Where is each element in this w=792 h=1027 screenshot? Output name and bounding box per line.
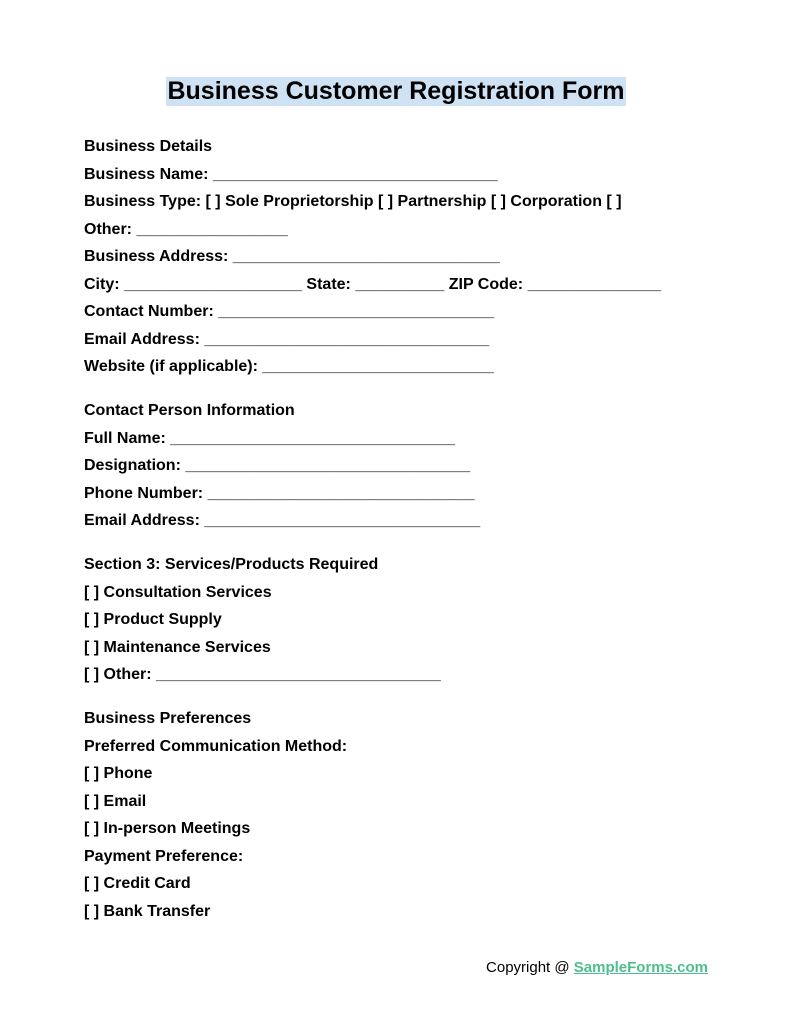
checkbox-in-person-meetings: [ ] In-person Meetings (84, 820, 251, 837)
business-type-field: Business Type: [ ] Sole Proprietorship [ ] Partnership [ ] Corporation [ ] (84, 193, 622, 210)
page-title: Business Customer Registration Form (167, 77, 625, 105)
phone-number-field: Phone Number: ______________________________ (84, 484, 475, 502)
checkbox-other-service: [ ] Other: ________________________________ (84, 666, 441, 683)
section-gap (84, 689, 724, 706)
checkbox-credit-card: [ ] Credit Card (84, 875, 191, 892)
checkbox-phone: [ ] Phone (84, 765, 153, 782)
contact-email-field: Email Address: _______________________________ (84, 512, 481, 529)
section-heading-preferences: Business Preferences (84, 710, 252, 727)
payment-preference-label: Payment Preference: (84, 847, 244, 865)
designation-field: Designation: ________________________________ (84, 457, 471, 474)
contact-number-field: Contact Number: _______________________________ (84, 303, 495, 320)
section-heading-contact-person: Contact Person Information (84, 402, 295, 419)
copyright-text: Copyright @ (486, 959, 574, 976)
sampleforms-link[interactable]: SampleForms.com (573, 959, 708, 976)
form-body (84, 133, 724, 925)
communication-method-label: Preferred Communication Method: (84, 737, 348, 755)
city-state-zip-field: City: ____________________ State: __________ ZIP Code: _______________ (84, 275, 662, 293)
title-wrapper (0, 77, 792, 106)
section-heading-business-details: Business Details (84, 138, 213, 155)
website-field: Website (if applicable): __________________________ (84, 358, 494, 375)
checkbox-email: [ ] Email (84, 792, 147, 810)
copyright-footer (486, 958, 708, 978)
checkbox-bank-transfer: [ ] Bank Transfer (84, 902, 211, 920)
business-name-field: Business Name: ________________________________ (84, 165, 498, 183)
checkbox-consultation-services: [ ] Consultation Services (84, 583, 272, 601)
checkbox-product-supply: [ ] Product Supply (84, 611, 222, 628)
business-email-field: Email Address: ________________________________ (84, 330, 490, 348)
business-address-field: Business Address: ______________________________ (84, 248, 500, 265)
checkbox-maintenance-services: [ ] Maintenance Services (84, 638, 271, 656)
section-gap (84, 535, 724, 552)
section-gap (84, 381, 724, 398)
full-name-field: Full Name: ________________________________ (84, 429, 455, 447)
section-heading-services: Section 3: Services/Products Required (84, 556, 379, 573)
business-type-other-field: Other: _________________ (84, 220, 288, 238)
